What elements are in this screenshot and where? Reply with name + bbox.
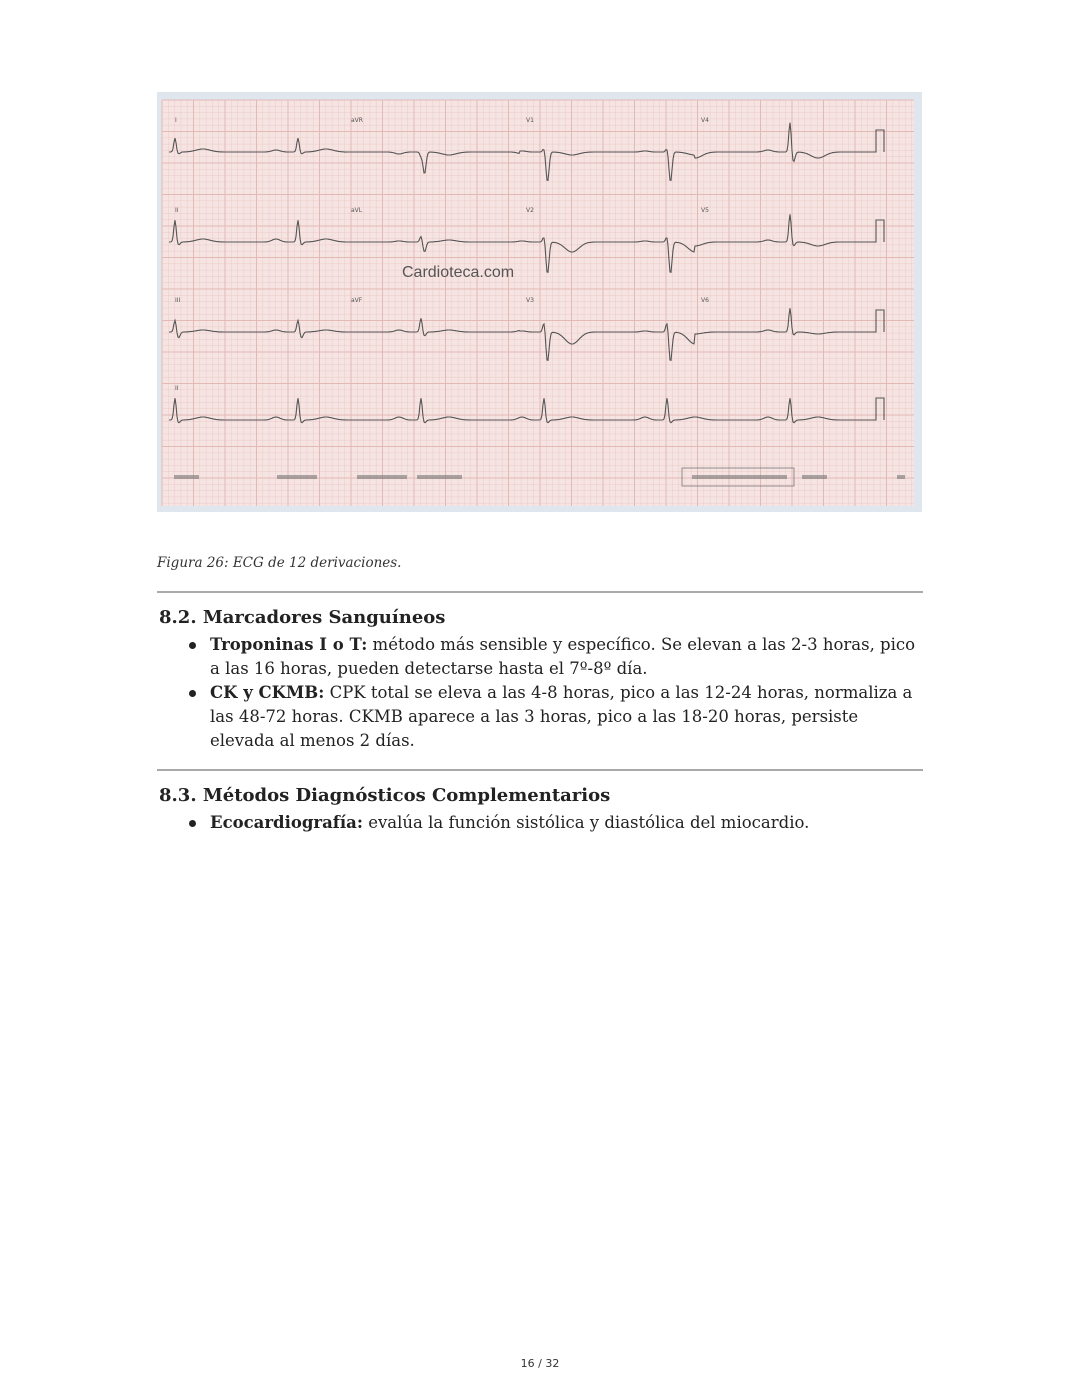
ecg-footer-text — [357, 475, 407, 479]
list-item: Troponinas I o T: método más sensible y específico. Se elevan a las 2-3 horas, pico a las 16 horas, pueden detectarse hasta el 7º-8º día. — [185, 633, 920, 681]
ecg-footer-text — [692, 475, 787, 479]
lead-label: V5 — [701, 207, 709, 214]
ecg-footer-text — [277, 475, 317, 479]
list-marcadores — [185, 633, 920, 753]
lead-label: I — [175, 117, 177, 124]
divider — [157, 769, 923, 771]
lead-label: aVR — [351, 117, 363, 124]
ecg-footer-text — [802, 475, 827, 479]
watermark-logo: Cardioteca.com — [402, 264, 515, 281]
figure-caption: Figura 26: ECG de 12 derivaciones. — [157, 555, 402, 571]
lead-label: II — [175, 207, 179, 214]
ecg-footer-text — [897, 475, 905, 479]
lead-label: II — [175, 385, 179, 392]
lead-label: V4 — [701, 117, 709, 124]
ecg-figure — [157, 92, 922, 512]
list-item: Ecocardiografía: evalúa la función sistólica y diastólica del miocardio. — [185, 811, 920, 835]
lead-label: aVF — [351, 297, 363, 304]
ecg-footer-text — [417, 475, 462, 479]
list-metodos — [185, 811, 920, 835]
lead-label: V1 — [526, 117, 534, 124]
list-item: CK y CKMB: CPK total se eleva a las 4-8 horas, pico a las 12-24 horas, normaliza a las 48-72 horas. CKMB aparece a las 3 horas, pico a las 18-20 horas, persiste elevada al menos 2 días. — [185, 681, 920, 753]
section-heading-metodos: 8.3. Métodos Diagnósticos Complementarios — [159, 785, 611, 806]
ecg-footer-text — [174, 475, 199, 479]
ecg-paper — [162, 100, 914, 506]
lead-label: V3 — [526, 297, 534, 304]
divider — [157, 591, 923, 593]
section-heading-marcadores: 8.2. Marcadores Sanguíneos — [159, 607, 446, 628]
lead-label: V6 — [701, 297, 709, 304]
lead-label: V2 — [526, 207, 534, 214]
lead-label: III — [175, 297, 181, 304]
page-number: 16 / 32 — [520, 1357, 560, 1370]
ecg-image — [157, 92, 922, 512]
lead-label: aVL — [351, 207, 363, 214]
